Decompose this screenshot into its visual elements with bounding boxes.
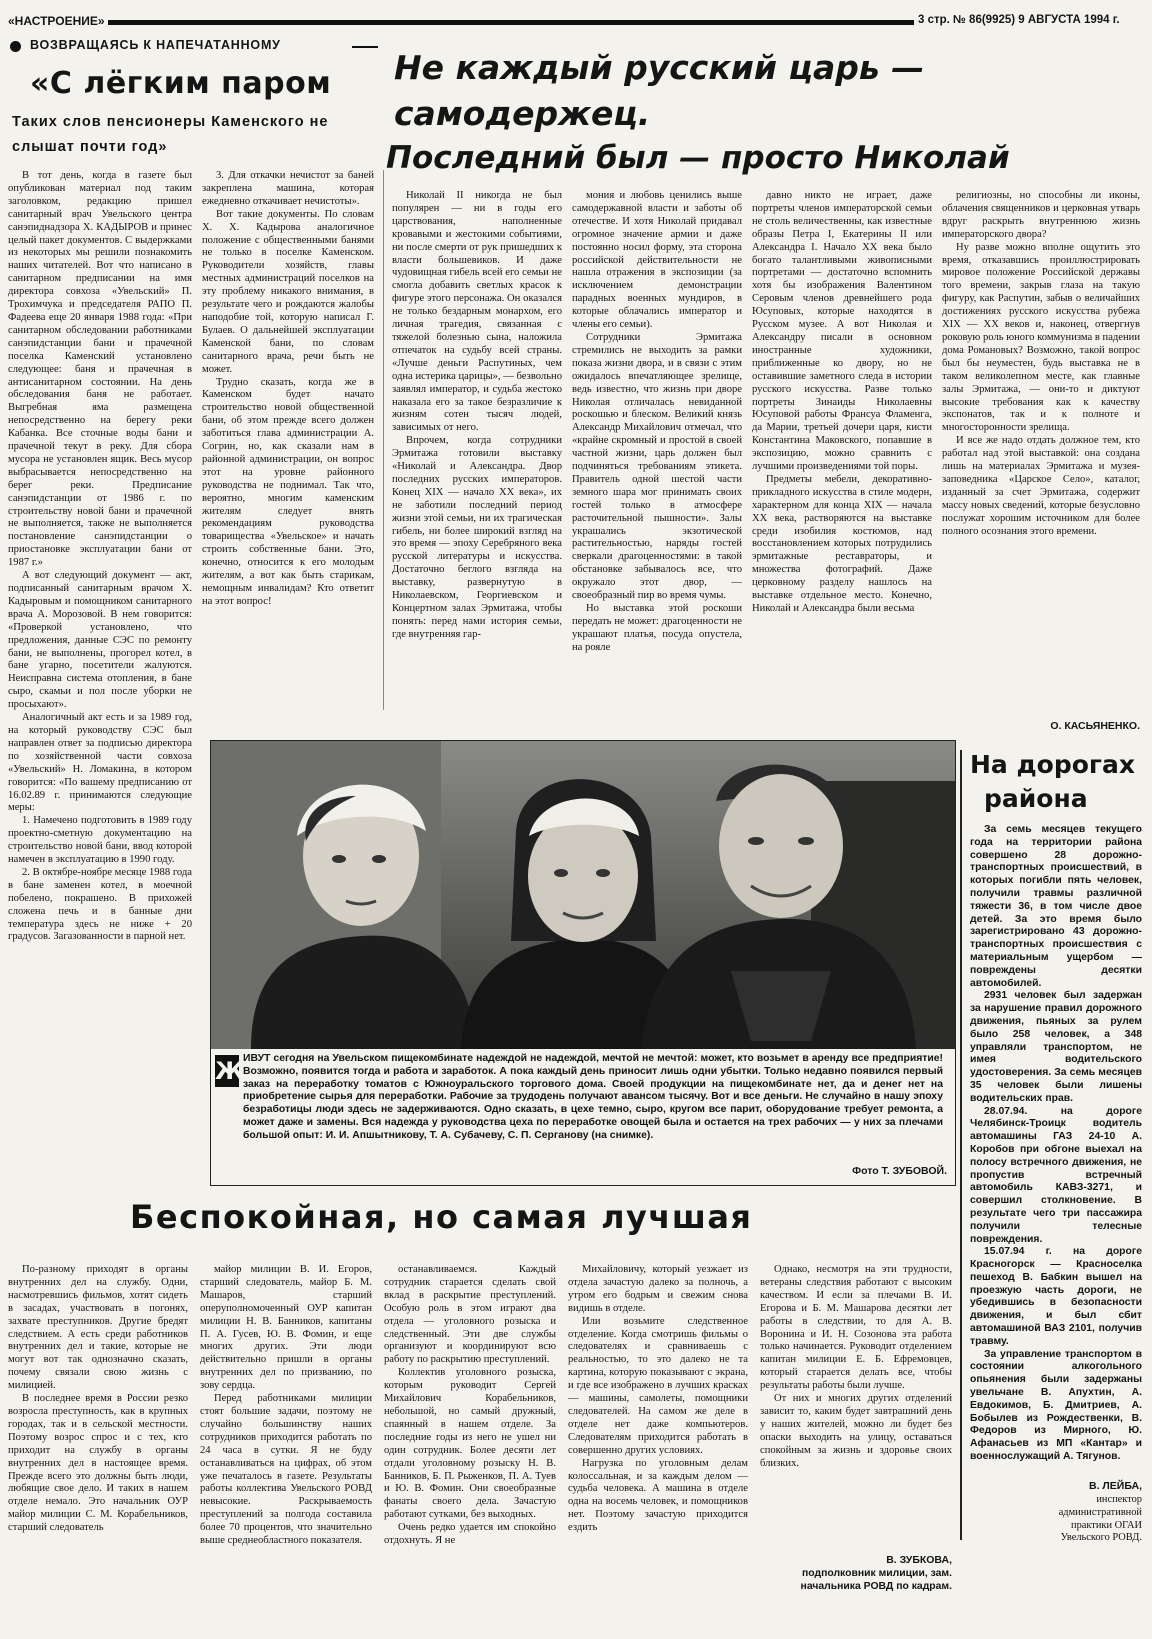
article1-paragraph: Вот такие документы. По словам Х. Х. Кадырова аналогичное положение с общественными банями не только в поселке Каменском. Руководители хозяйств, главы местных администраций поселков на эту проблему никакого внимания, в результате чего и рождаются жалобы наподобие той, которую написал Г. Булаев. О дальнейшей эксплуатации Каменской бани, по словам санитарного врача, речи быть не может. — [202, 208, 374, 375]
rubric — [8, 38, 388, 56]
article4-paragraph: Или возьмите следственное отделение. Когда смотришь фильмы о следователях и сравниваешь с реальностью, то это далеко не та картина, которую показывают с экрана, и где все изображено в лучших красках — машины, самолеты, помощники следователей. На самом же деле в отделе нет даже компьютеров. Следователям приходится работать в совершенно других условиях. — [568, 1315, 748, 1456]
article2-paragraph: давно никто не играет, даже портреты членов императорской семьи не столь величественны, как известные образы Петра I, Екатерины II или Александра I. Начало XX века было богато талантливыми живописными портретами — достаточно вспомнить хотя бы изображения Валентином Серовым членов древнейшего рода Юсуповых, которые находятся в Русском музее. А вот Николая и Александру писали в основном иностранные художники, приближенные ко двору, но не оставившие заметного следа в истории русского искусства. Разве только портреты Зинаиды Николаевны Юсуповой работы Франсуа Фламенга, да Марии, третьей дочери царя, кисти Константина Маковского, попавшие в экспозицию, можно сравнить с лучшими произведениями той поры. — [752, 190, 932, 473]
article2-paragraph: религиозны, но способны ли иконы, облачения священников и церковная утварь вдруг раскрыть внутреннюю жизнь императорского двора? — [942, 190, 1140, 240]
article1-column-2 — [202, 170, 374, 710]
article4-column-5 — [760, 1264, 952, 1544]
article3-title-line-1: На дорогах — [970, 750, 1135, 779]
issue-info: 3 стр. № 86(9925) 9 АВГУСТА 1994 г. — [918, 14, 1120, 26]
article2-paragraph: И все же надо отдать должное тем, кто работал над этой выставкой: она создана лишь на материалах Эрмитажа и музея-заповедника «Царское Село», каталог, изданный за счет Эрмитажа, содержит массу новых сведений, которые безусловно послужат хорошим источником для более полного осознания этого времени. — [942, 435, 1140, 537]
article1-paragraph: 3. Для откачки нечистот за баней закреплена машина, которая ежедневно откачивает нечистоты». — [202, 170, 374, 207]
article3-paragraph: За управление транспортом в состоянии алкогольного опьянения были задержаны увельчане В. Апухтин, А. Евдокимов, Б. Дмитриев, А. Бобылев из Рождественки, В. Федоров из Мирного, Ю. Афанасьев из МП «Кантар» и военнослужащий А. Тягунов. — [970, 1348, 1142, 1463]
article3-signature-name: В. ЛЕЙБА, — [1089, 1480, 1142, 1492]
article2-paragraph: Сотрудники Эрмитажа стремились не выходить за рамки показа жизни двора, и в связи с этим ожидалось впечатляющее зрелище, ведь известно, что жизнь при дворе Николая отличалась невиданной роскошью и блеском. Великий князь Александр Михайлович отмечал, что «крайне скромный и простой в своей частной жизни, царь должен был подчиняться требованиям этикета. Правитель одной шестой части земного шара мог принимать своих гостей только в атмосфере расточительной пышности». Залы украшались экзотической растительностью, наряды гостей сверкали драгоценностями: в такой обстановке забывалось все, что окружало этот двор, — своеобразный пир во время чумы. — [572, 331, 742, 602]
article2-signature: О. КАСЬЯНЕНКО. — [1050, 720, 1140, 732]
section-name: «НАСТРОЕНИЕ» — [8, 14, 105, 28]
article4-paragraph: Однако, несмотря на эти трудности, ветераны следствия работают с высоким качеством. И если за плечами В. И. Егорова и Б. М. Машарова десятки лет работы в следствии, то для А. В. Воронина и И. Н. Созонова эта работа только начинается. Руководит отделением капитан милиции Е. Б. Ефремовцев, который старается делать все, чтобы результаты работы были лучше. — [760, 1264, 952, 1392]
article2-column-3 — [752, 190, 932, 710]
rubric-rule — [352, 46, 378, 48]
article2-title-line-3: Последний был — просто Николай — [386, 140, 1010, 176]
article4-title: Беспокойная, но самая лучшая — [130, 1198, 753, 1236]
article2-paragraph: Ну разве можно вполне ощутить это время, отказавшись проиллюстрировать мировое положение Российской державы того времени, закрыв глаза на такую фигуру, как Распутин, забыв о величайших достижениях русского искусства рубежа XIX — XX веков и, наконец, отвергнув роковую роль юного коммунизма в падении дома Романовых? Возможно, такой вопрос был бы неуместен, будь выставка не в таком великолепном месте, как главные залы Эрмитажа, — они-то и диктуют высокие требования как к качеству экспонатов, так и к полноте и многосторонности зрелища. — [942, 241, 1140, 434]
photo-block — [210, 740, 956, 1186]
article4-column-1 — [8, 1264, 188, 1634]
article2-title-line-1: Не каждый русский царь — — [394, 48, 925, 87]
article3-title-line-2: района — [984, 784, 1088, 813]
article4-paragraph: Коллектив уголовного розыска, которым руководит Сергей Михайлович Корабельников, небольшой, но самый дружный, спаянный в нашем отделе. За последние годы из него не ушел ни один сотрудник. Более десяти лет отдали уголовному розыску Н. В. Банников, Б. П. Рыженков, П. А. Туев и Ю. В. Фомин. Они своеобразные фанаты своего дела. Зачастую работают сутками, без выходных. — [384, 1367, 556, 1521]
article4-signature-name: В. ЗУБКОВА, — [886, 1554, 952, 1566]
masthead-rule — [108, 20, 914, 25]
caption-drop-cap: Ж — [215, 1057, 245, 1085]
article4-paragraph: По-разному приходят в органы внутренних дел на службу. Одни, насмотревшись фильмов, хотят сидеть в засадах, участвовать в погонях, захвате преступников. Другие бредят следствием. А есть среди работников внутренних дел и такие, которые не могут вот так однозначно сказать, почему связали свою жизнь с милицией. — [8, 1264, 188, 1392]
article1-paragraph: 2. В октябре-ноябре месяце 1988 года в бане заменен котел, в моечной побелено, покрашено. В прихожей сложена печь и в банные дни температура здесь не ниже + 20 градусов. Загазованности в парной нет. — [8, 866, 192, 943]
article2-paragraph: Но выставка этой роскоши передать не может: драгоценности не украшают платья, посуда опустела, на рояле — [572, 603, 742, 653]
article3-paragraph: За семь месяцев текущего года на территории района совершено 28 дорожно-транспортных происшествий, в которых погибли пять человек, получили травмы различной тяжести 36, в том числе двое детей. За это время было зарегистрировано 43 дорожно-транспортных происшествия с материальным ущербом — повреждены десятки автомобилей. — [970, 824, 1142, 989]
article4-column-4 — [568, 1264, 748, 1634]
article4-paragraph: Перед работниками милиции стоят большие задачи, поэтому не случайно большинству наших сотрудников приходится работать по 24 часа в сутки. Я не буду останавливаться на цифрах, об этом уже печаталось в газете. Результаты работы коллектива Увельского РОВД невысокие. Раскрываемость преступлений за полгода составила более 70 процентов, что значительно выше среднеобластного показателя. — [200, 1393, 372, 1547]
bullet-icon — [10, 41, 21, 52]
article2-title — [386, 48, 1120, 188]
article3-signature-title: инспектор административной практики ОГАИ Увельского РОВД. — [1058, 1494, 1142, 1544]
article3-paragraph: 28.07.94. на дороге Челябинск-Троицк водитель автомашины ГАЗ 24-10 А. Коробов при обгоне выехал на полосу встречного движения, не пропустив встречный автомобиль КАВЗ-3271, и совершил столкновение. В результате чего три пассажира получили телесные повреждения. — [970, 1105, 1142, 1245]
rubric-text: ВОЗВРАЩАЯСЬ К НАПЕЧАТАННОМУ — [30, 38, 281, 52]
article4-column-3 — [384, 1264, 556, 1634]
article3-paragraph: 15.07.94 г. на дороге Красногорск — Красноселка пешеход В. Бабкин вышел на проезжую часть дороги, не убедившись в безопасности движения, и был сбит автомашиной ВАЗ 2101, получив травму. — [970, 1246, 1142, 1347]
article2-paragraph: Впрочем, когда сотрудники Эрмитажа готовили выставку «Николай и Александра. Двор последних русских императоров. Конец XIX — начало XX века», их не заботили последний период жизни этой семьи, ни их трагическая гибель, ни более широкий взгляд на это время — эпоху Серебряного века русской литературы и искусства. Достаточно беглого взгляда на выставку, развернутую в Николаевском, Георгиевском и Концертном залах Эрмитажа, чтобы понять: перед нами история семьи, где внутренняя гар- — [392, 435, 562, 640]
article2-column-1 — [392, 190, 562, 710]
article1-subtitle: Таких слов пенсионеры Каменского не слышат почти год» — [12, 114, 329, 155]
article4-paragraph: Михайловичу, который уезжает из отдела зачастую далеко за полночь, а утром его бодрым и свежим снова видишь в отделе. — [568, 1264, 748, 1314]
article4-paragraph: Нагрузка по уголовным делам колоссальная, и за каждым делом — судьба человека. А машина в отделе одна на восемь человек, и помощников нет. Поэтому зачастую приходится ездить — [568, 1457, 748, 1534]
article2-title-line-2: самодержец. — [394, 94, 651, 133]
article2-paragraph: Николай II никогда не был популярен — ни в годы его царствования, наполненные кровавыми и жестокими событиями, ни после смерти от рук пришедших к власти большевиков. И даже чудовищная гибель всей его семьи не смогла добавить светлых красок к фигуре этого персонажа. Он оказался не только бездарным монархом, его личная трагедия, связанная с тяжелой болезнью сына, наложила отпечаток на судьбу всей страны. «Лучше деньги Распутиных, чем одна истерика царицы», — безвольно заявлял император, и судьба жестоко наказала его за такое безразличие к жизням сотен тысяч людей, зависимых от него. — [392, 190, 562, 434]
article3-paragraph: 2931 человек был задержан за нарушение правил дорожного движения, пьяных за рулем было 258 человек, а 348 управляли транспортом, не имея водительского удостоверения. За семь месяцев 35 человек были лишены водительских прав. — [970, 990, 1142, 1104]
article4-paragraph: В последнее время в России резко возросла преступность, как в крупных городах, так и в сельской местности. Поэтому возрос спрос и с тех, кто приходит на службу в органы внутренних дел в настоящее время. Прежде всего это должны быть люди, любящие свое дело. И таких в нашем отделе немало. Это начальник ОУР майор милиции С. М. Корабельников, старший следователь — [8, 1393, 188, 1534]
article2-paragraph: мония и любовь ценились выше самодержавной власти и заботы об отечестве. И хотя Николай придавал огромное значение армии и даже постоянно носил форму, эта сторона российской действительности не нашла отражения в экспозиции (за исключением демонстрации парадных военных мундиров, в которые облачались император и члены его семьи). — [572, 190, 742, 331]
article4-paragraph: останавливаемся. Каждый сотрудник старается сделать свой вклад в раскрытие преступлений. Особую роль в этом играют два отдела — уголовного розыска и следственный. Эти две службы организуют и координируют всю работу по раскрытию преступлений. — [384, 1264, 556, 1366]
article4-paragraph: майор милиции В. И. Егоров, старший следователь, майор Б. М. Машаров, старший оперуполномоченный ОУР капитан милиции Н. В. Банников, капитаны П. А. Гусев, Ю. В. Фомин, и еще многих других. Эти люди действительно пришли в органы внутренних дел по призванию, по зову сердца. — [200, 1264, 372, 1392]
masthead — [0, 10, 1152, 32]
photo-three-women — [211, 741, 955, 1049]
article1-paragraph: Аналогичный акт есть и за 1989 год, на который руководству СЭС был направлен ответ за подписью директора по хозяйственной части совхоза «Увельский» Н. Ломакина, в котором говорится: «По вашему предписанию от 16.02.89 г. принимаются следующие меры: — [8, 712, 192, 814]
article3-frame — [960, 750, 1146, 1544]
article1-paragraph: В тот день, когда в газете был опубликован материал под таким заголовком, редакцию пришел санитарный врач Увельского центра санэпиднадзора Х. КАДЫРОВ и принес целый пакет документов. С выдержками из некоторых мы решили познакомить наших читателей. Вот что написано в санитарном предписании на имя директора совхоза «Увельский» П. Трохимчука и председателя РАПО П. Фадеева еще 20 января 1988 года: «При санитарном обследовании работниками санэпидстанции бани и прачечной поселка Каменский установлено следующее: баня и прачечная в антисанитарном состоянии. На день обследования баня не работает. Выгребная яма размещена непосредственно на берегу реки Кабанка. Все сточные воды бани и прачечной текут в реку. Для сбора мусора не установлен ящик. Весь мусор выбрасывается непосредственно на берег реки. Предписание санэпидстанции от 1986 г. по строительству новой бани и прачечной не выполняется, также не выполняется постановление санэпидстанции о приостановке эксплуатации бани от 1987 г.» — [8, 170, 192, 569]
article1-paragraph: 1. Намечено подготовить в 1989 году проектно-сметную документацию на строительство новой бани, ввод которой намечен в эксплуатацию в 1990 году. — [8, 815, 192, 866]
article3-body — [970, 824, 1142, 1476]
article1-paragraph: Трудно сказать, когда же в Каменском будет начато строительство новой общественной бани, об этом прежде всего должен заботиться глава администрации А. Согрин, но, как сказали нам в районной администрации, он вопрос этот на уровне районного руководства не поднимал. Так что, вероятно, многим каменским жителям следует внять рекомендациям руководства товарищества «Увельское» и начать строить собственные бани. Это, конечно, относится к его молодым жителям, а вот как быть старикам, немощным инвалидам? Кто ответит на этот вопрос! — [202, 376, 374, 607]
article1-column-1 — [8, 170, 192, 1170]
article2-column-2 — [572, 190, 742, 710]
photo-credit: Фото Т. ЗУБОВОЙ. — [852, 1165, 947, 1177]
article1-title: «С лёгким паром — [30, 66, 332, 101]
photo-caption: ИВУТ сегодня на Увельском пищекомбинате надеждой не надеждой, мечтой не мечтой: может, кто возьмет в аренду все предприятие! Возможно, появится тогда и работа и заработок. А пока каждый день приносит лишь одни убытки. Только недавно появился первый заказ на переработку томатов с Южноуральского торгового дома. Своей продукции на пищекомбинате нет, да и денег нет на приобретение сырья для переработки. Рабочие за трудодень получают авансом тысячу. Вот и все деньги. Не случайно в нашу эпоху безработицы люди здесь не задерживаются. Одно сказать, в цехе темно, сыро, кругом все парит, оборудование требует ремонта, а может даже и замены. Вся надежда у руководства цеха по переработке овощей была и остается на трех рабочих — у них за плечами большой опыт: И. И. Апшытникову, Т. А. Субачеву, С. П. Серганову (на снимке). — [243, 1053, 943, 1141]
article4-paragraph: Очень редко удается им спокойно отдохнуть. Я не — [384, 1522, 556, 1547]
article2-column-4 — [942, 190, 1140, 718]
article2-paragraph: Предметы мебели, декоративно-прикладного искусства в стиле модерн, характерном для конца XIX — начала XX века, растворяются на выставке среди изобилия костюмов, над восстановлением которых потрудились эрмитажные реставраторы, и множества фотографий. Даже церковному разделу нашлось на выставке отдельное место. Конечно, Николай и Александра были весьма — [752, 473, 932, 614]
article1-paragraph: А вот следующий документ — акт, подписанный санитарным врачом Х. Кадыровым и помощником санитарного врача А. Морозовой. В нем говорится: «Проверкой установлено, что предложения, данные СЭС по ремонту бани, не выполнены, прогорел котел, в бане угарно, посетители жалуются. Неисправна система отопления, в бане сыро, скамьи и пол после уборки не просыхают». — [8, 570, 192, 711]
article4-signature-title: подполковник милиции, зам. начальника РОВД по кадрам. — [800, 1568, 952, 1592]
article4-paragraph: От них и многих других отделений зависит то, каким будет завтрашний день у наших жителей, можно ли будет без опаски выходить на улицу, оставаться спокойным за жизнь и здоровье своих близких. — [760, 1393, 952, 1469]
article4-column-2 — [200, 1264, 372, 1634]
column-divider — [383, 170, 384, 710]
